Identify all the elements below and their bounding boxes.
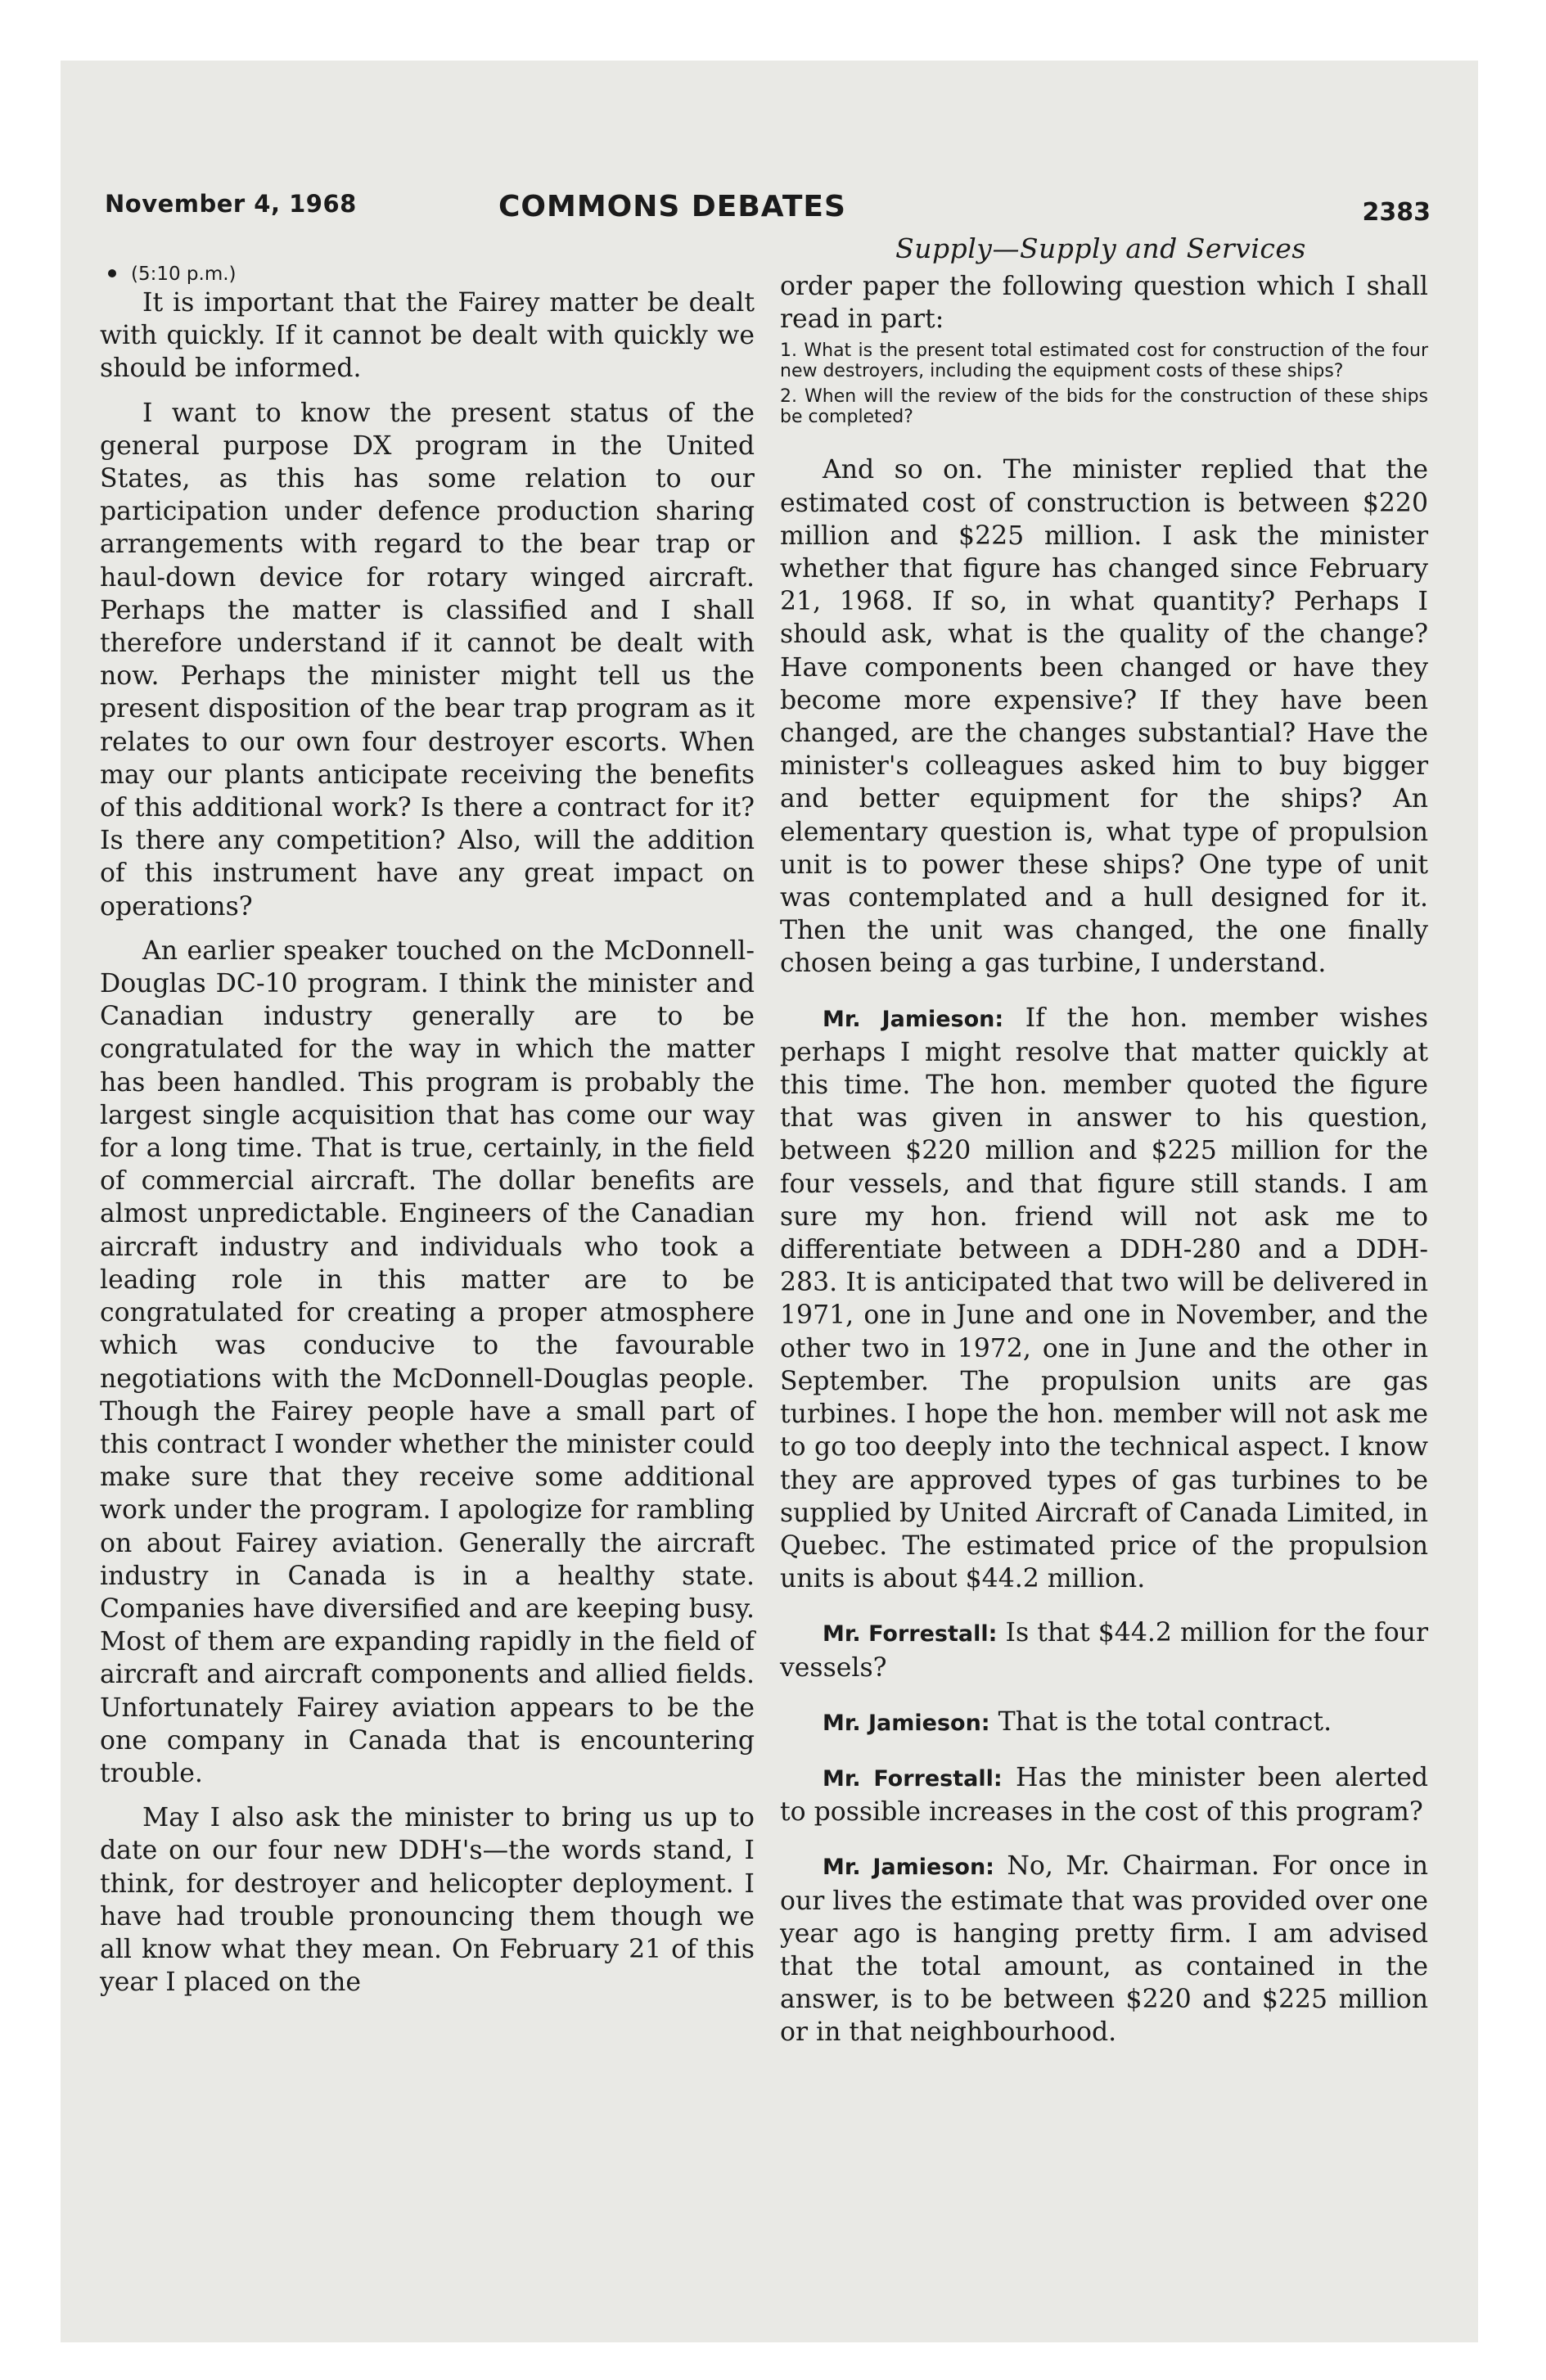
paragraph: And so on. The minister replied that the estimated cost of construction is between $220 million and $225 million. I ask the minister whether that figure has changed since February 21, 1968. If so, in what quantity? Perhaps I should ask, what is the quality of the change? Have components been changed or have they become more expensive? If they have been changed, are the changes substantial? Have the minister's colleagues asked him to buy bigger and better equipment for the ships? An elementary question is, what type of propulsion unit is to power these ships? One type of unit was contemplated and a hull designed for it. Then the unit was changed, the one finally chosen being a gas turbine, I understand. [780, 455, 1428, 979]
paragraph: It is important that the Fairey matter be dealt with quickly. If it cannot be dealt with quickly we should be informed. [100, 288, 755, 384]
speaker-name: Mr. Jamieson: [823, 1855, 994, 1881]
bullet-icon [108, 269, 116, 277]
speech [780, 1706, 1428, 1740]
right-column [780, 270, 1428, 2049]
speech-text: That is the total contract. [998, 1706, 1332, 1737]
speech [780, 1761, 1428, 1828]
running-head: Supply—Supply and Services [895, 232, 1306, 264]
paragraph: May I also ask the minister to bring us up to date on our four new DDH's—the words stand, I think, for destroyer and helicopter deployment. I have had trouble pronouncing them though we all know what they mean. On February 21 of this year I placed on the [100, 1803, 755, 1998]
speaker-name: Mr. Jamieson: [823, 1710, 990, 1736]
speech [780, 1850, 1428, 2049]
page-number: 2383 [1362, 198, 1431, 227]
speech-text: No, Mr. Chairman. For once in our lives the estimate that was provided over one year ago is hanging pretty firm. I am advised that the total amount, as contained in the answer, is to be between $220 and $225 million or in that neighbourhood. [780, 1851, 1428, 2048]
page-header [105, 190, 1431, 239]
speech-text: If the hon. member wishes perhaps I might resolve that matter quickly at this time. The hon. member quoted the figure that was given in answer to his question, between $220 million and $225 million for the four vessels, and that figure still stands. I am sure my hon. friend will not ask me to differentiate between a DDH-280 and a DDH-283. It is anticipated that two will be delivered in 1971, one in June and one in November, and the other two in 1972, one in June and the other in September. The propulsion units are gas turbines. I hope the hon. member will not ask me to go too deeply into the technical aspect. I know they are approved types of gas turbines to be supplied by United Aircraft of Canada Limited, in Quebec. The estimated price of the propulsion units is about $44.2 million. [780, 1003, 1428, 1594]
time-marker-text: (5:10 p.m.) [131, 264, 237, 285]
paragraph: An earlier speaker touched on the McDonnell-Douglas DC-10 program. I think the minister and Canadian industry generally are to be congratulated for the way in which the matter has been handled. This program is probably the largest single acquisition that has come our way for a long time. That is true, certainly, in the field of commercial aircraft. The dollar benefits are almost unpredictable. Engineers of the Canadian aircraft industry and individuals who took a leading role in this matter are to be congratulated for creating a proper atmosphere which was conducive to the favourable negotiations with the McDonnell-Douglas people. Though the Fairey people have a small part of this contract I wonder whether the minister could make sure that they receive some additional work under the program. I apologize for rambling on about Fairey aviation. Generally the aircraft industry in Canada is in a healthy state. Companies have diversified and are keeping busy. Most of them are expanding rapidly in the field of aircraft and aircraft components and allied fields. Unfortunately Fairey aviation appears to be the one company in Canada that is encountering trouble. [100, 935, 755, 1788]
speaker-name: Mr. Forrestall: [823, 1765, 1003, 1792]
header-title: COMMONS DEBATES [498, 190, 846, 223]
paragraph-intro: order paper the following question which I shall read in part: [780, 272, 1428, 335]
header-date: November 4, 1968 [105, 190, 357, 218]
speech-text: Is that $44.2 million for the four vessels? [780, 1618, 1429, 1683]
quoted-question: 1. What is the present total estimated cost for construction of the four new destroyers, including the equipment costs of these ships? [780, 340, 1428, 382]
speech [780, 1616, 1428, 1684]
paragraph: I want to know the present status of the general purpose DX program in the United States, as this has some relation to our participation under defence production sharing arrangements with regard to the bear trap or haul-down device for rotary winged aircraft. Perhaps the matter is classified and I shall therefore understand if it cannot be dealt with now. Perhaps the minister might tell us the present disposition of the bear trap program as it relates to our own four destroyer escorts. When may our plants anticipate receiving the benefits of this additional work? Is there a contract for it? Is there any competition? Also, will the addition of this instrument have any great impact on operations? [100, 398, 755, 922]
time-marker [100, 262, 755, 286]
quoted-question: 2. When will the review of the bids for the construction of these ships be completed? [780, 386, 1428, 428]
left-column [100, 262, 755, 1999]
speech [780, 1002, 1428, 1596]
speaker-name: Mr. Forrestall: [823, 1621, 998, 1648]
speech-text: Has the minister been alerted to possible increases in the cost of this program? [780, 1762, 1429, 1828]
speaker-name: Mr. Jamieson: [823, 1006, 1004, 1032]
